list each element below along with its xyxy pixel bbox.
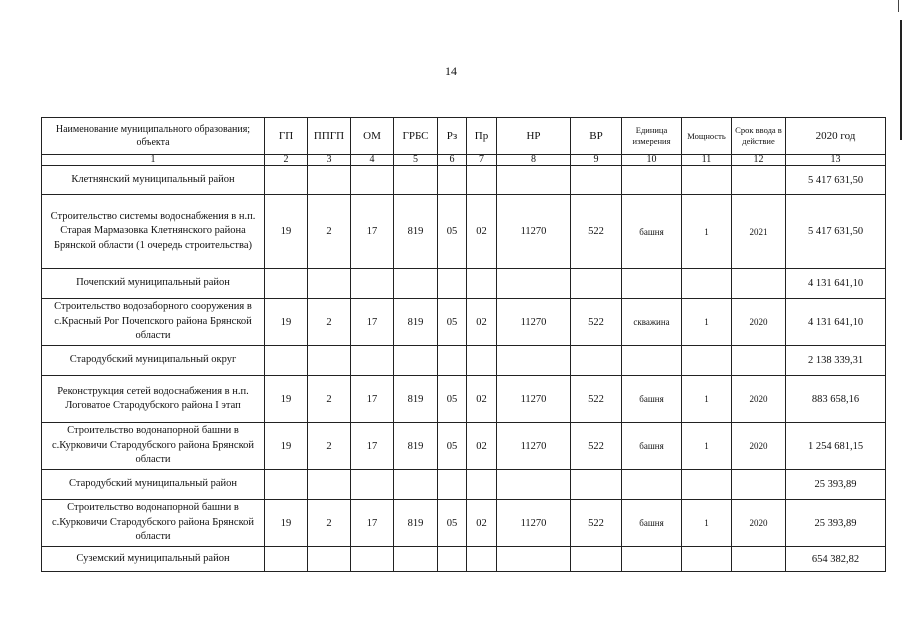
cell-rz: 05: [438, 423, 467, 470]
cell-ppgp: [308, 547, 351, 572]
header-name: Наименование муниципального образования; объекта: [42, 118, 265, 155]
cell-power: [682, 269, 732, 299]
column-number: 2: [265, 155, 308, 166]
cell-unit: башня: [622, 376, 682, 423]
column-number: 1: [42, 155, 265, 166]
header-vr: ВР: [571, 118, 622, 155]
header-row: [42, 118, 886, 155]
cell-om: 17: [351, 376, 394, 423]
cell-amount-2020: 5 417 631,50: [786, 195, 886, 269]
district-name: Стародубский муниципальный район: [42, 470, 265, 500]
page-number: 14: [445, 64, 457, 78]
cell-nr: [497, 470, 571, 500]
cell-ppgp: [308, 166, 351, 195]
cell-nr: [497, 547, 571, 572]
object-name: Строительство водонапорной башни в с.Курковичи Стародубского района Брянской области: [42, 500, 265, 547]
cell-grbs: 819: [394, 423, 438, 470]
cell-grbs: 819: [394, 195, 438, 269]
cell-year: 2021: [732, 195, 786, 269]
cell-amount-2020: 1 254 681,15: [786, 423, 886, 470]
header-gp: ГП: [265, 118, 308, 155]
cell-pr: 02: [467, 500, 497, 547]
cell-nr: [497, 166, 571, 195]
cell-vr: 522: [571, 195, 622, 269]
cell-om: 17: [351, 195, 394, 269]
cell-power: [682, 547, 732, 572]
cell-ppgp: [308, 470, 351, 500]
cell-pr: 02: [467, 423, 497, 470]
table-body: [42, 166, 886, 572]
cell-grbs: [394, 346, 438, 376]
cell-grbs: [394, 470, 438, 500]
header-om: ОМ: [351, 118, 394, 155]
object-name: Строительство водозаборного сооружения в с.Красный Рог Почепского района Брянской области: [42, 299, 265, 346]
cell-pr: [467, 346, 497, 376]
cell-ppgp: 2: [308, 376, 351, 423]
cell-amount-2020: 25 393,89: [786, 500, 886, 547]
cell-year: [732, 346, 786, 376]
column-number: 4: [351, 155, 394, 166]
cell-om: 17: [351, 299, 394, 346]
header-unit: Единица измерения: [622, 118, 682, 155]
cell-om: 17: [351, 500, 394, 547]
cell-year: [732, 547, 786, 572]
column-number: 8: [497, 155, 571, 166]
cell-amount-2020: 654 382,82: [786, 547, 886, 572]
district-row: [42, 547, 886, 572]
column-number: 9: [571, 155, 622, 166]
district-row: [42, 269, 886, 299]
cell-pr: [467, 470, 497, 500]
column-number-row: [42, 155, 886, 166]
header-ppgp: ППГП: [308, 118, 351, 155]
cell-pr: 02: [467, 376, 497, 423]
cell-om: [351, 547, 394, 572]
cell-gp: [265, 470, 308, 500]
cell-year: [732, 470, 786, 500]
object-name: Строительство водонапорной башни в с.Курковичи Стародубского района Брянской области: [42, 423, 265, 470]
cell-ppgp: [308, 269, 351, 299]
cell-power: 1: [682, 299, 732, 346]
object-row: [42, 376, 886, 423]
column-number: 5: [394, 155, 438, 166]
cell-rz: [438, 470, 467, 500]
header-power: Мощность: [682, 118, 732, 155]
cell-gp: [265, 166, 308, 195]
cell-amount-2020: 4 131 641,10: [786, 269, 886, 299]
cell-unit: башня: [622, 423, 682, 470]
cell-nr: 11270: [497, 376, 571, 423]
column-number: 13: [786, 155, 886, 166]
cell-rz: [438, 269, 467, 299]
cell-year: 2020: [732, 500, 786, 547]
cell-vr: [571, 269, 622, 299]
cell-power: 1: [682, 195, 732, 269]
cell-year: [732, 166, 786, 195]
cell-nr: [497, 269, 571, 299]
cell-pr: 02: [467, 195, 497, 269]
cell-pr: [467, 547, 497, 572]
column-number: 10: [622, 155, 682, 166]
cell-gp: 19: [265, 423, 308, 470]
object-row: [42, 195, 886, 269]
cell-vr: 522: [571, 376, 622, 423]
cell-grbs: 819: [394, 376, 438, 423]
cell-ppgp: 2: [308, 195, 351, 269]
cell-gp: [265, 269, 308, 299]
cell-vr: [571, 346, 622, 376]
cell-unit: [622, 470, 682, 500]
cell-nr: 11270: [497, 195, 571, 269]
header-year-2020: 2020 год: [786, 118, 886, 155]
header-pr: Пр: [467, 118, 497, 155]
cell-unit: башня: [622, 500, 682, 547]
cell-ppgp: 2: [308, 423, 351, 470]
cell-year: 2020: [732, 299, 786, 346]
cell-amount-2020: 883 658,16: [786, 376, 886, 423]
cell-gp: 19: [265, 195, 308, 269]
cell-gp: 19: [265, 500, 308, 547]
cell-power: 1: [682, 423, 732, 470]
cell-amount-2020: 5 417 631,50: [786, 166, 886, 195]
column-number: 11: [682, 155, 732, 166]
cell-ppgp: 2: [308, 500, 351, 547]
cell-grbs: 819: [394, 500, 438, 547]
cell-vr: [571, 470, 622, 500]
cell-gp: [265, 547, 308, 572]
cell-grbs: [394, 166, 438, 195]
cell-rz: 05: [438, 500, 467, 547]
cell-year: [732, 269, 786, 299]
cell-pr: [467, 269, 497, 299]
object-row: [42, 423, 886, 470]
district-name: Суземский муниципальный район: [42, 547, 265, 572]
cell-amount-2020: 4 131 641,10: [786, 299, 886, 346]
cell-unit: [622, 269, 682, 299]
cell-unit: [622, 166, 682, 195]
cell-nr: 11270: [497, 500, 571, 547]
district-row: [42, 470, 886, 500]
cell-vr: 522: [571, 423, 622, 470]
cell-om: 17: [351, 423, 394, 470]
cell-unit: скважина: [622, 299, 682, 346]
column-number: 6: [438, 155, 467, 166]
scan-edge-mark: [898, 0, 899, 12]
cell-rz: 05: [438, 195, 467, 269]
district-name: Стародубский муниципальный округ: [42, 346, 265, 376]
cell-unit: [622, 547, 682, 572]
cell-om: [351, 470, 394, 500]
header-grbs: ГРБС: [394, 118, 438, 155]
cell-vr: 522: [571, 299, 622, 346]
cell-power: [682, 470, 732, 500]
cell-rz: 05: [438, 299, 467, 346]
cell-amount-2020: 25 393,89: [786, 470, 886, 500]
header-commission-date: Срок ввода в действие: [732, 118, 786, 155]
header-nr: НР: [497, 118, 571, 155]
cell-om: [351, 269, 394, 299]
object-name: Строительство системы водоснабжения в н.п. Старая Мармазовка Клетнянского района Брянской области (1 очередь строительства): [42, 195, 265, 269]
cell-rz: [438, 547, 467, 572]
cell-pr: [467, 166, 497, 195]
cell-unit: башня: [622, 195, 682, 269]
cell-amount-2020: 2 138 339,31: [786, 346, 886, 376]
cell-power: [682, 346, 732, 376]
cell-grbs: 819: [394, 299, 438, 346]
cell-grbs: [394, 269, 438, 299]
district-row: [42, 346, 886, 376]
cell-power: 1: [682, 376, 732, 423]
cell-vr: [571, 547, 622, 572]
cell-gp: 19: [265, 376, 308, 423]
cell-vr: 522: [571, 500, 622, 547]
cell-power: [682, 166, 732, 195]
cell-grbs: [394, 547, 438, 572]
cell-rz: [438, 166, 467, 195]
cell-ppgp: 2: [308, 299, 351, 346]
district-name: Клетнянский муниципальный район: [42, 166, 265, 195]
column-number: 3: [308, 155, 351, 166]
cell-unit: [622, 346, 682, 376]
cell-nr: 11270: [497, 299, 571, 346]
cell-nr: 11270: [497, 423, 571, 470]
cell-gp: 19: [265, 299, 308, 346]
column-number: 7: [467, 155, 497, 166]
cell-om: [351, 166, 394, 195]
budget-table: [41, 117, 886, 572]
cell-rz: [438, 346, 467, 376]
cell-rz: 05: [438, 376, 467, 423]
district-row: [42, 166, 886, 195]
header-rz: Рз: [438, 118, 467, 155]
cell-year: 2020: [732, 376, 786, 423]
cell-om: [351, 346, 394, 376]
cell-vr: [571, 166, 622, 195]
district-name: Почепский муниципальный район: [42, 269, 265, 299]
column-number: 12: [732, 155, 786, 166]
cell-ppgp: [308, 346, 351, 376]
object-row: [42, 500, 886, 547]
cell-nr: [497, 346, 571, 376]
cell-power: 1: [682, 500, 732, 547]
scan-edge-line: [900, 20, 902, 140]
object-name: Реконструкция сетей водоснабжения в н.п. Логоватое Стародубского района I этап: [42, 376, 265, 423]
cell-pr: 02: [467, 299, 497, 346]
cell-gp: [265, 346, 308, 376]
object-row: [42, 299, 886, 346]
cell-year: 2020: [732, 423, 786, 470]
